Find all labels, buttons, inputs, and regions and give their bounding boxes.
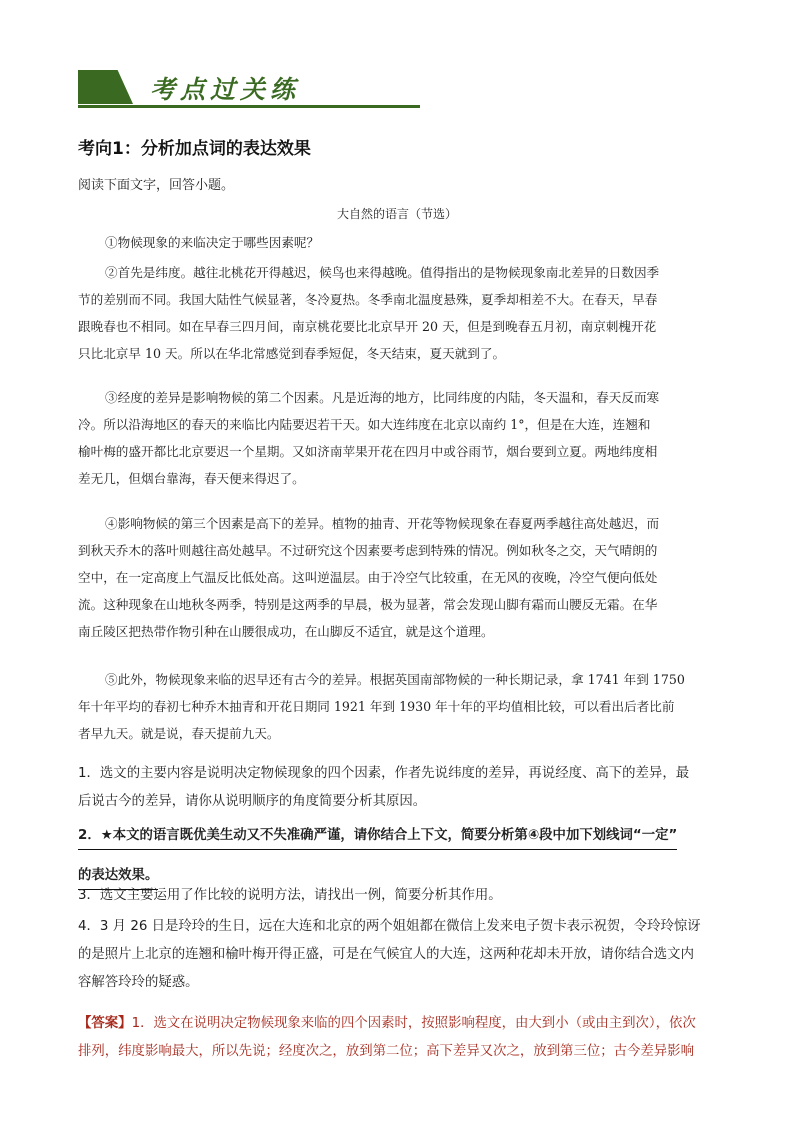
banner-block-decoration [78,70,133,104]
paragraph-line: ④影响物候的第三个因素是高下的差异。植物的抽青、开花等物候现象在春夏两季越往高处越迟，而 [105,516,660,531]
question-line: 1．选文的主要内容是说明决定物候现象的四个因素，作者先说纬度的差异，再说经度、高下的差异，最 [78,766,690,781]
question-3 [78,882,722,910]
article-title: 大自然的语言（节选） [336,207,457,221]
paragraph-line: 冷。所以沿海地区的春天的来临比内陆要迟若干天。如大连纬度在北京以南约 1°，但是在大连，连翘和 [78,417,651,432]
paragraph-line: 榆叶梅的盛开都比北京要迟一个星期。又如济南苹果开花在四月中或谷雨节，烟台要到立夏。两地纬度相 [78,444,658,459]
paragraph-4 [78,510,718,645]
banner-title: 考点过关练 [150,75,301,104]
answer-block [78,1010,728,1066]
question-line: 后说古今的差异，请你从说明顺序的角度简要分析其原因。 [78,794,427,809]
section-banner [78,66,420,111]
answer-line: 排列，纬度影响最大，所以先说；经度次之，放到第二位；高下差异又次之，放到第三位；古今差异影响 [78,1044,694,1059]
paragraph-5 [78,666,718,747]
question-4 [78,913,722,997]
paragraph-line: 者早九天。就是说，春天提前九天。 [78,726,280,741]
paragraph-line: 差无几，但烟台靠海，春天便来得迟了。 [78,471,305,486]
paragraph-line: 年十年平均的春初七种乔木抽青和开花日期同 1921 年到 1930 年十年的平均值相比较，可以看出后者比前 [78,699,675,714]
question-line: 4．3 月 26 日是玲玲的生日，远在大连和北京的两个姐姐都在微信上发来电子贺卡表示祝贺，令玲玲惊讶 [78,919,701,934]
paragraph-1 [78,229,718,256]
question-line: 2．★本文的语言既优美生动又不失准确严谨，请你结合上下文，简要分析第④段中加下划线词“一定” [78,823,677,850]
paragraph-line: 流。这种现象在山地秋冬两季，特别是这两季的早晨，极为显著，常会发现山脚有霜而山腰反无霜。在华 [78,597,658,612]
question-line: 3．选文主要运用了作比较的说明方法，请找出一例，简要分析其作用。 [78,888,502,903]
reading-instruction: 阅读下面文字，回答小题。 [78,178,235,193]
paragraph-line: 南丘陵区把热带作物引种在山腰很成功，在山脚反不适宜，就是这个道理。 [78,624,494,639]
question-line: 的是照片上北京的连翘和榆叶梅开得正盛，可是在气候宜人的大连，这两种花却未开放，请你结合选文内 [78,947,694,962]
answer-tag: 【答案】 [78,1016,132,1031]
paragraph-line: 空中，在一定高度上气温反比低处高。这叫逆温层。由于冷空气比较重，在无风的夜晚，冷空气便向低处 [78,570,658,585]
question-1 [78,760,722,816]
paragraph-line: ③经度的差异是影响物候的第二个因素。凡是近海的地方，比同纬度的内陆，冬天温和，春天反而寒 [105,390,660,405]
paragraph-line: ②首先是纬度。越往北桃花开得越迟，候鸟也来得越晚。值得指出的是物候现象南北差异的日数因季 [105,265,660,280]
question-line: 的表达效果。 [78,863,158,890]
paragraph-line: 节的差别而不同。我国大陆性气候显著，冬冷夏热。冬季南北温度悬殊，夏季却相差不大。在春天，早春 [78,292,658,307]
paragraph-3 [78,384,718,492]
paragraph-2 [78,259,718,367]
answer-line [78,1010,728,1038]
paragraph-line: 跟晚春也不相同。如在早春三四月间，南京桃花要比北京早开 20 天，但是到晚春五月初，南京刺槐开花 [78,319,657,334]
paragraph-line: 到秋天乔木的落叶则越往高处越早。不过研究这个因素要考虑到特殊的情况。例如秋冬之交，天气晴朗的 [78,543,658,558]
question-line: 容解答玲玲的疑惑。 [78,975,199,990]
answer-text: 1．选文在说明决定物候现象来临的四个因素时，按照影响程度，由大到小（或由主到次），依次 [131,1016,696,1031]
paragraph-line: ⑤此外，物候现象来临的迟早还有古今的差异。根据英国南部物候的一种长期记录，拿 1741 年到 1750 [105,672,685,687]
section-heading: 考向1：分析加点词的表达效果 [78,139,311,159]
paragraph-line: ①物候现象的来临决定于哪些因素呢？ [105,235,320,250]
paragraph-line: 只比北京早 10 天。所以在华北常感觉到春季短促，冬天结束，夏天就到了。 [78,346,506,361]
